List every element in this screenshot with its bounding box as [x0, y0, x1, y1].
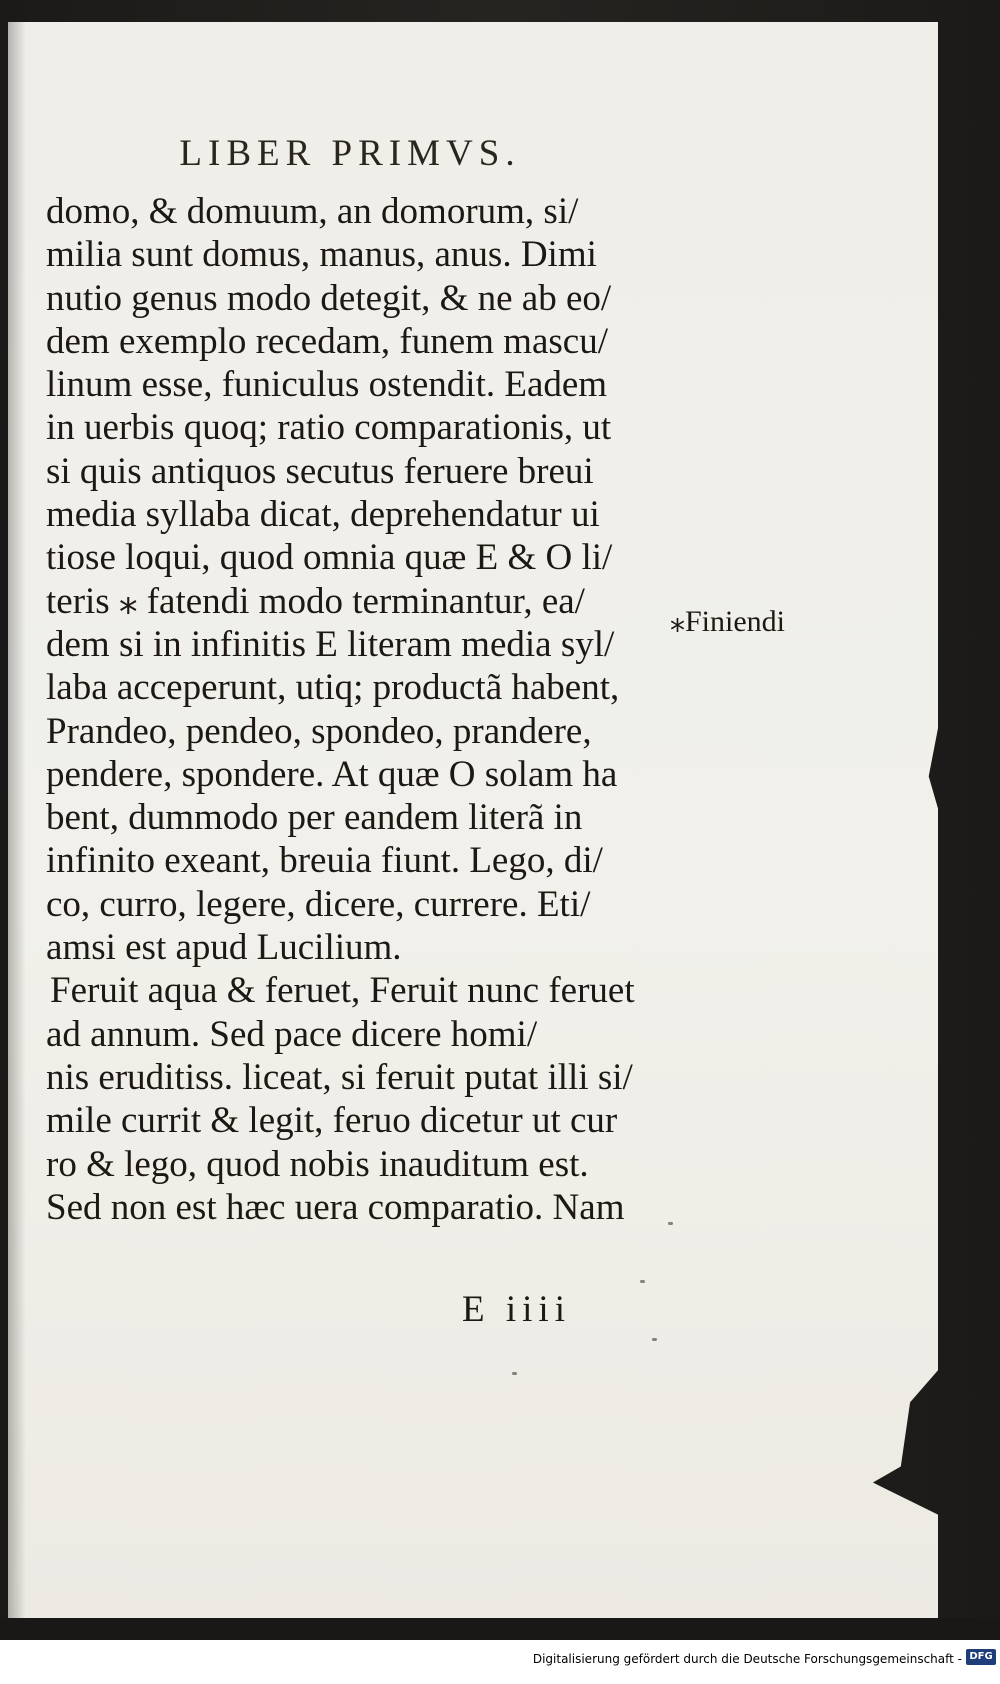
- ink-speck: [640, 1280, 645, 1283]
- text-line: ro & lego, quod nobis inauditum est.: [46, 1143, 589, 1185]
- signature-mark: E iiii: [462, 1289, 571, 1330]
- text-line: ad annum. Sed pace dicere homi/: [46, 1013, 538, 1055]
- quote-line: Feruit aqua & feruet, Feruit nunc feruet: [50, 970, 635, 1012]
- text-line: si quis antiquos secutus feruere breui: [46, 450, 594, 492]
- running-head: LIBER PRIMVS.: [179, 133, 521, 174]
- text-line: co, curro, legere, dicere, currere. Eti/: [46, 883, 591, 925]
- text-line: pendere, spondere. At quæ O solam ha: [46, 753, 618, 795]
- text-line: mile currit & legit, feruo dicetur ut cur: [46, 1100, 618, 1142]
- dfg-logo: DFG: [966, 1649, 996, 1665]
- text-line: nis eruditiss. liceat, si feruit putat illi si/: [46, 1056, 633, 1098]
- text-line: domo, & domuum, an domorum, si/: [46, 191, 579, 232]
- gutter-shadow: [8, 22, 26, 1627]
- footer-bar: [0, 1640, 1000, 1684]
- ink-speck: [512, 1372, 517, 1375]
- text-line: tiose loqui, quod omnia quæ E & O li/: [46, 537, 613, 579]
- text-line: infinito exeant, breuia fiunt. Lego, di/: [46, 840, 603, 882]
- page-bottom-edge: [0, 1618, 1000, 1640]
- text-line: dem si in infinitis E literam media syl/: [46, 623, 615, 665]
- margin-note: ⁎Finiendi: [670, 605, 786, 638]
- text-line: Sed non est hæc uera comparatio. Nam: [46, 1186, 625, 1228]
- text-line: media syllaba dicat, deprehendatur ui: [46, 494, 600, 536]
- footer-credit: Digitalisierung gefördert durch die Deutsche Forschungsgemeinschaft -: [532, 1652, 962, 1666]
- text-line: milia sunt domus, manus, anus. Dimi: [46, 234, 597, 276]
- text-line: amsi est apud Lucilium.: [46, 927, 402, 969]
- text-line: nutio genus modo detegit, & ne ab eo/: [46, 277, 612, 319]
- text-line: Prandeo, pendeo, spondeo, prandere,: [46, 710, 592, 752]
- text-line: linum esse, funiculus ostendit. Eadem: [46, 364, 608, 406]
- text-line: dem exemplo recedam, funem mascu/: [46, 320, 608, 362]
- text-line: bent, dummodo per eandem literã in: [46, 797, 583, 839]
- body-text: [46, 190, 686, 1229]
- ink-speck: [652, 1338, 657, 1341]
- ink-speck: [668, 1222, 673, 1225]
- text-line: in uerbis quoq; ratio comparationis, ut: [46, 407, 612, 449]
- text-line: teris ⁎ fatendi modo terminantur, ea/: [46, 580, 585, 622]
- text-line: laba acceperunt, utiq; productã habent,: [46, 667, 620, 709]
